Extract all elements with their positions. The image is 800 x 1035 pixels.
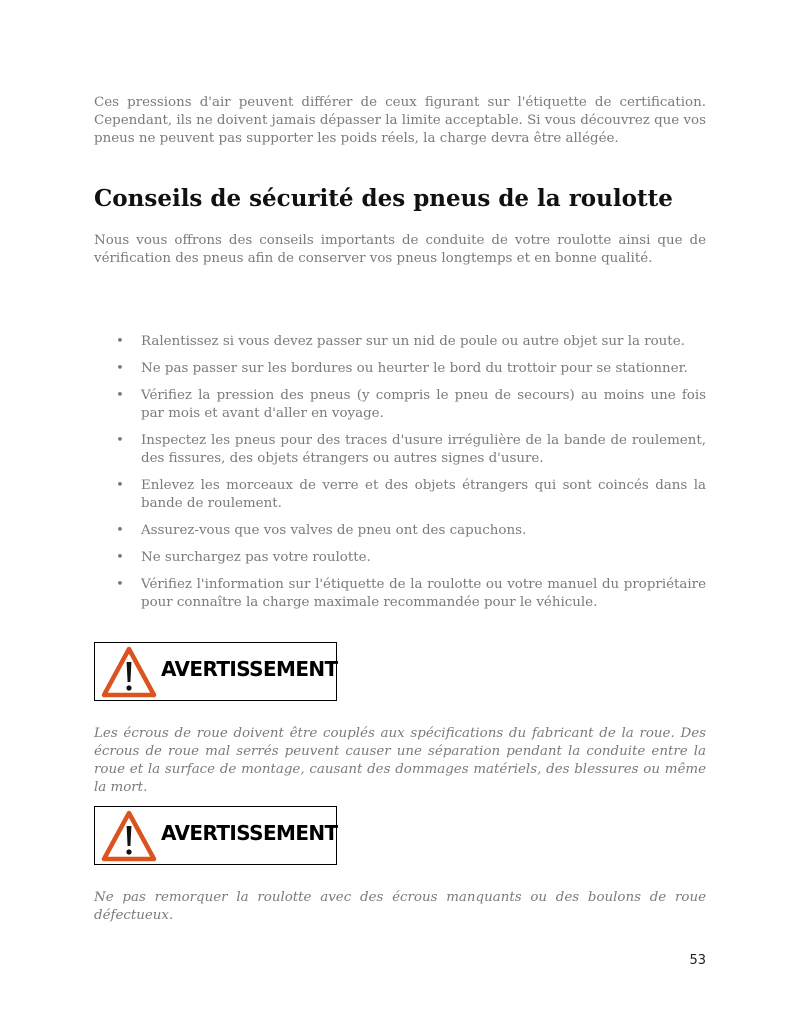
list-item bbox=[94, 477, 706, 513]
section-intro-paragraph: Nous vous offrons des conseils importants de conduite de votre roulotte ainsi que de vérification des pneus afin de conserver vos pneus longtemps et en bonne qualité. bbox=[94, 233, 706, 266]
tip-text: Ne surchargez pas votre roulotte. bbox=[141, 550, 371, 565]
list-item bbox=[94, 333, 706, 351]
warning-banner-1 bbox=[94, 642, 337, 701]
list-item bbox=[94, 576, 706, 612]
list-item bbox=[94, 522, 706, 540]
bullet-icon: • bbox=[116, 523, 124, 538]
tip-text: Assurez-vous que vos valves de pneu ont des capuchons. bbox=[141, 523, 527, 538]
tip-text: Vérifiez la pression des pneus (y compris le pneu de secours) au moins une fois par mois et avant d'aller en voyage. bbox=[141, 388, 706, 421]
tip-text: Vérifiez l'information sur l'étiquette de la roulotte ou votre manuel du propriétaire pour connaître la charge maximale recommandée pour le véhicule. bbox=[141, 577, 706, 610]
warning-text-2: Ne pas remorquer la roulotte avec des écrous manquants ou des boulons de roue défectueux. bbox=[94, 890, 706, 923]
warning-triangle-icon bbox=[101, 646, 157, 698]
tip-text: Inspectez les pneus pour des traces d'usure irrégulière de la bande de roulement, des fissures, des objets étrangers ou autres signes d'usure. bbox=[141, 433, 706, 466]
safety-tips-list bbox=[94, 333, 706, 621]
section-heading: Conseils de sécurité des pneus de la roulotte bbox=[94, 185, 673, 212]
warning-label: AVERTISSEMENT bbox=[161, 821, 338, 845]
warning-banner-2 bbox=[94, 806, 337, 865]
bullet-icon: • bbox=[116, 361, 124, 376]
intro-paragraph: Ces pressions d'air peuvent différer de ceux figurant sur l'étiquette de certification. Cependant, ils ne doivent jamais dépasser la limite acceptable. Si vous découvrez que vos pneus ne peuvent pas supporter les poids réels, la charge devra être allégée. bbox=[94, 95, 706, 146]
warning-label: AVERTISSEMENT bbox=[161, 657, 338, 681]
list-item bbox=[94, 432, 706, 468]
tip-text: Ne pas passer sur les bordures ou heurter le bord du trottoir pour se stationner. bbox=[141, 361, 688, 376]
list-item bbox=[94, 387, 706, 423]
bullet-icon: • bbox=[116, 550, 124, 565]
bullet-icon: • bbox=[116, 478, 124, 493]
bullet-icon: • bbox=[116, 433, 124, 448]
list-item bbox=[94, 360, 706, 378]
list-item bbox=[94, 549, 706, 567]
tip-text: Enlevez les morceaux de verre et des objets étrangers qui sont coincés dans la bande de roulement. bbox=[141, 478, 706, 511]
warning-text-1: Les écrous de roue doivent être couplés aux spécifications du fabricant de la roue. Des écrous de roue mal serrés peuvent causer une séparation pendant la conduite entre la roue et la surface de montage, causant des dommages matériels, des blessures ou même la mort. bbox=[94, 726, 706, 795]
warning-triangle-icon bbox=[101, 810, 157, 862]
bullet-icon: • bbox=[116, 334, 124, 349]
page-number: 53 bbox=[689, 953, 706, 968]
tip-text: Ralentissez si vous devez passer sur un nid de poule ou autre objet sur la route. bbox=[141, 334, 685, 349]
bullet-icon: • bbox=[116, 388, 124, 403]
bullet-icon: • bbox=[116, 577, 124, 592]
